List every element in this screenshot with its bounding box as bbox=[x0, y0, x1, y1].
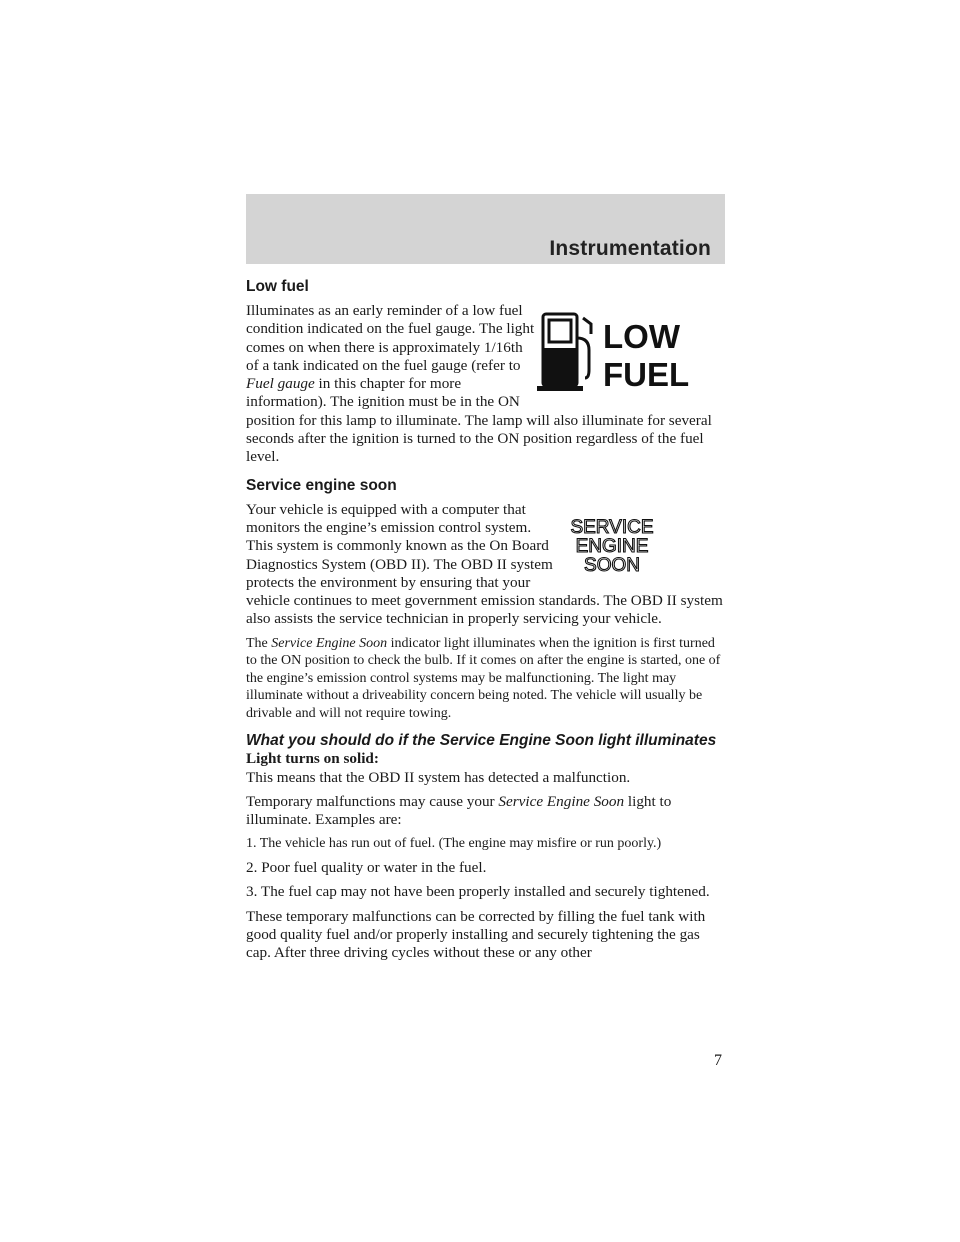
section-title: Instrumentation bbox=[549, 237, 711, 260]
service-engine-paragraph-1: Your vehicle is equipped with a computer that monitors the engine’s emission control system. This system is commonly known as the On Board Diagnostics System (OBD II). The OBD II system protects the environment by ensuring that your vehicle continues to meet government emission standards. The OBD II system also assists the service technician in properly servicing your vehicle. bbox=[246, 500, 723, 628]
service-engine-heading: Service engine soon bbox=[246, 476, 397, 494]
solid-light-subheading: Light turns on solid: bbox=[246, 750, 379, 768]
seso-ref: Service Engine Soon bbox=[271, 635, 388, 651]
low-fuel-icon-line2: FUEL bbox=[603, 356, 690, 393]
page-content bbox=[246, 278, 725, 968]
service-engine-soon-icon bbox=[557, 515, 667, 575]
seso-line2: ENGINE bbox=[575, 535, 649, 557]
seso-ref-2: Service Engine Soon bbox=[498, 792, 625, 810]
list-item-1: 1. The vehicle has run out of fuel. (The engine may misfire or run poorly.) bbox=[246, 836, 662, 852]
section-header bbox=[246, 194, 725, 264]
what-to-do-heading: What you should do if the Service Engine Soon light illuminates bbox=[246, 732, 717, 750]
low-fuel-paragraph: Illuminates as an early reminder of a low fuel condition indicated on the fuel gauge. The light comes on when there is approximately 1/16th of a tank indicated on the fuel gauge (refer to Fuel gauge in this chapter for more information). The ignition must be in the ON position for this lamp to illuminate. The lamp will also illuminate for several seconds after the ignition is turned to the ON position regardless of the fuel level. bbox=[246, 302, 712, 466]
page-number: 7 bbox=[714, 1052, 722, 1069]
list-item-2: 2. Poor fuel quality or water in the fuel. bbox=[246, 858, 487, 876]
low-fuel-heading: Low fuel bbox=[246, 278, 309, 295]
service-engine-paragraph-2: The Service Engine Soon indicator light illuminates when the ignition is first turned to the ON position to check the bulb. If it comes on after the engine is started, one of the engine’s emission control systems may be malfunctioning. The light may illuminate without a driveability concern being noted. The vehicle will usually be drivable and will not require towing. bbox=[246, 635, 721, 721]
low-fuel-icon-line1: LOW bbox=[603, 318, 680, 355]
list-item-3: 3. The fuel cap may not have been properly installed and securely tightened. bbox=[246, 883, 710, 901]
what-to-do-paragraph-3: These temporary malfunctions can be corrected by filling the fuel tank with good quality fuel and/or properly installing and securely tightening the gas cap. After three driving cycles without these or any other bbox=[246, 907, 706, 962]
what-to-do-paragraph-2: Temporary malfunctions may cause your Service Engine Soon light to illuminate. Examples are: bbox=[246, 792, 672, 829]
low-fuel-icon bbox=[535, 308, 705, 394]
seso-line1: SERVICE bbox=[570, 516, 654, 538]
fuel-gauge-ref: Fuel gauge bbox=[246, 375, 315, 393]
seso-line3: SOON bbox=[584, 554, 640, 575]
what-to-do-paragraph-1: This means that the OBD II system has detected a malfunction. bbox=[246, 768, 631, 786]
